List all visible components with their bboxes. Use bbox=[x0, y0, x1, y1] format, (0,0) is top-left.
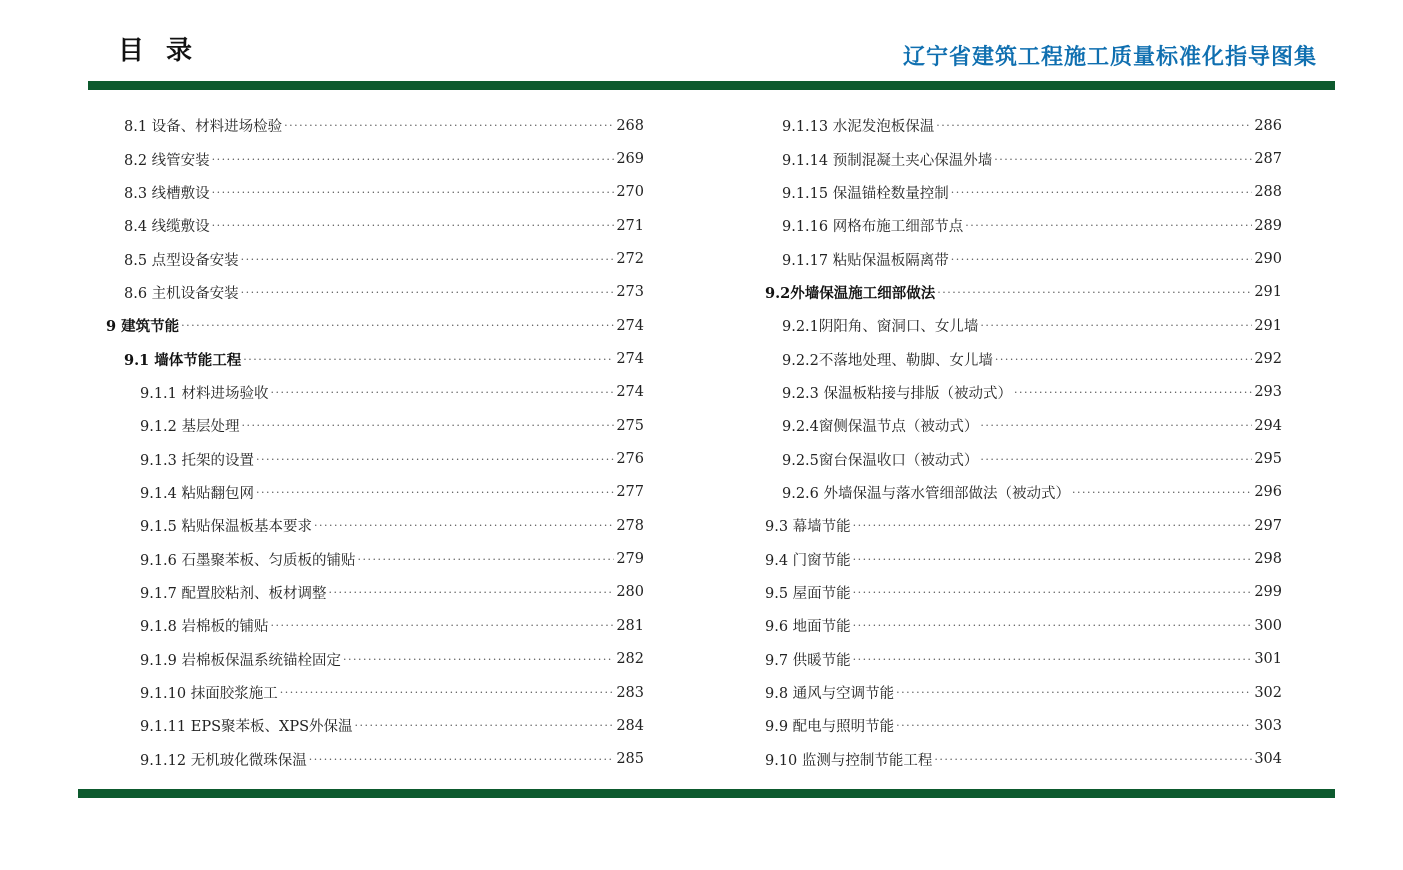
dot-leader bbox=[934, 753, 1252, 766]
toc-entry[interactable] bbox=[88, 542, 644, 575]
toc-entry-title: 9.1.5 粘贴保温板基本要求 bbox=[140, 519, 313, 536]
dot-leader bbox=[256, 486, 614, 499]
dot-leader bbox=[329, 586, 615, 599]
toc-entry-page-number: 268 bbox=[616, 117, 644, 134]
toc-entry-title: 8.4 线缆敷设 bbox=[124, 219, 210, 236]
toc-entry[interactable] bbox=[88, 509, 644, 542]
toc-entry-title: 9.5 屋面节能 bbox=[765, 585, 851, 602]
toc-entry[interactable] bbox=[88, 576, 644, 609]
dot-leader bbox=[853, 553, 1253, 566]
dot-leader bbox=[995, 353, 1252, 366]
dot-leader bbox=[853, 519, 1253, 532]
toc-entry[interactable] bbox=[88, 709, 644, 742]
dot-leader bbox=[980, 453, 1252, 466]
toc-entry[interactable] bbox=[88, 342, 644, 375]
toc-entry-title: 9.1.12 无机玻化微珠保温 bbox=[140, 752, 307, 769]
toc-entry-page-number: 272 bbox=[616, 251, 644, 268]
toc-entry[interactable] bbox=[748, 542, 1282, 575]
toc-entry[interactable] bbox=[88, 376, 644, 409]
toc-entry-page-number: 293 bbox=[1254, 384, 1282, 401]
toc-entry-title: 8.3 线槽敷设 bbox=[124, 185, 210, 202]
toc-entry-title: 9.2.2不落地处理、勒脚、女儿墙 bbox=[782, 352, 993, 369]
toc-entry-title: 9.6 地面节能 bbox=[765, 619, 851, 636]
toc-entry-page-number: 291 bbox=[1254, 317, 1282, 334]
dot-leader bbox=[358, 553, 615, 566]
toc-entry-page-number: 302 bbox=[1254, 684, 1282, 701]
toc-entry-title: 9.1.8 岩棉板的铺贴 bbox=[140, 619, 269, 636]
header-rule bbox=[88, 81, 1335, 90]
toc-entry-page-number: 287 bbox=[1254, 151, 1282, 168]
toc-entry[interactable] bbox=[88, 743, 644, 776]
toc-entry-page-number: 294 bbox=[1254, 417, 1282, 434]
toc-entry-page-number: 273 bbox=[616, 284, 644, 301]
toc-entry-title: 9.1.11 EPS聚苯板、XPS外保温 bbox=[140, 719, 353, 736]
toc-entry[interactable] bbox=[748, 609, 1282, 642]
toc-entry-title: 8.2 线管安装 bbox=[124, 152, 210, 169]
toc-entry[interactable] bbox=[748, 342, 1282, 375]
dot-leader bbox=[181, 319, 614, 332]
toc-entry-title: 8.1 设备、材料进场检验 bbox=[124, 119, 283, 136]
toc-entry[interactable] bbox=[748, 376, 1282, 409]
toc-entry-title: 9.1.4 粘贴翻包网 bbox=[140, 485, 255, 502]
dot-leader bbox=[212, 186, 615, 199]
toc-entry[interactable] bbox=[88, 142, 644, 175]
toc-entry-page-number: 300 bbox=[1254, 617, 1282, 634]
toc-entry[interactable] bbox=[748, 276, 1282, 309]
dot-leader bbox=[243, 353, 614, 366]
toc-entry-title: 9.3 幕墙节能 bbox=[765, 519, 851, 536]
toc-entry[interactable] bbox=[88, 109, 644, 142]
toc-entry[interactable] bbox=[748, 676, 1282, 709]
toc-entry[interactable] bbox=[88, 209, 644, 242]
toc-entry-page-number: 291 bbox=[1254, 284, 1282, 301]
dot-leader bbox=[937, 286, 1252, 299]
toc-entry[interactable] bbox=[748, 209, 1282, 242]
toc-entry-title: 9.1.15 保温锚栓数量控制 bbox=[782, 185, 949, 202]
dot-leader bbox=[965, 219, 1252, 232]
toc-entry[interactable] bbox=[748, 709, 1282, 742]
toc-entry-title: 9.2.5窗台保温收口（被动式） bbox=[782, 452, 979, 469]
toc-entry[interactable] bbox=[748, 109, 1282, 142]
toc-entry-title: 9.8 通风与空调节能 bbox=[765, 686, 895, 703]
toc-entry-title: 9.4 门窗节能 bbox=[765, 552, 851, 569]
toc-entry[interactable] bbox=[748, 442, 1282, 475]
toc-entry-page-number: 271 bbox=[616, 217, 644, 234]
dot-leader bbox=[241, 286, 615, 299]
toc-entry-page-number: 275 bbox=[616, 417, 644, 434]
toc-entry[interactable] bbox=[88, 676, 644, 709]
toc-entry-page-number: 274 bbox=[616, 317, 644, 334]
toc-entry[interactable] bbox=[748, 643, 1282, 676]
toc-entry[interactable] bbox=[88, 643, 644, 676]
toc-entry-title: 9.1.17 粘贴保温板隔离带 bbox=[782, 252, 949, 269]
dot-leader bbox=[994, 153, 1252, 166]
toc-entry-page-number: 299 bbox=[1254, 584, 1282, 601]
toc-entry[interactable] bbox=[748, 476, 1282, 509]
toc-entry-title: 9 建筑节能 bbox=[106, 318, 180, 336]
toc-entry-page-number: 278 bbox=[616, 517, 644, 534]
dot-leader bbox=[951, 186, 1253, 199]
toc-entry-page-number: 274 bbox=[616, 384, 644, 401]
toc-entry-title: 9.1.14 预制混凝土夹心保温外墙 bbox=[782, 152, 993, 169]
toc-entry-title: 9.1.16 网格布施工细部节点 bbox=[782, 219, 964, 236]
toc-entry[interactable] bbox=[88, 176, 644, 209]
dot-leader bbox=[271, 386, 615, 399]
toc-entry[interactable] bbox=[88, 242, 644, 275]
toc-entry-title: 9.1.13 水泥发泡板保温 bbox=[782, 119, 935, 136]
dot-leader bbox=[1014, 386, 1252, 399]
book-title: 辽宁省建筑工程施工质量标准化指导图集 bbox=[902, 45, 1317, 70]
toc-entry[interactable] bbox=[748, 309, 1282, 342]
dot-leader bbox=[896, 686, 1252, 699]
toc-left-column bbox=[88, 109, 644, 776]
toc-entry-page-number: 283 bbox=[616, 684, 644, 701]
toc-entry-title: 9.1 墙体节能工程 bbox=[124, 351, 242, 369]
toc-entry-title: 9.2.6 外墙保温与落水管细部做法（被动式） bbox=[782, 485, 1071, 502]
toc-entry-page-number: 280 bbox=[616, 584, 644, 601]
toc-entry-page-number: 292 bbox=[1254, 351, 1282, 368]
dot-leader bbox=[1072, 486, 1252, 499]
toc-entry-title: 8.5 点型设备安装 bbox=[124, 252, 239, 269]
toc-entry[interactable] bbox=[748, 743, 1282, 776]
toc-entry-title: 9.1.7 配置胶粘剂、板材调整 bbox=[140, 585, 327, 602]
toc-entry-title: 9.9 配电与照明节能 bbox=[765, 719, 895, 736]
toc-entry-page-number: 285 bbox=[616, 751, 644, 768]
toc-entry-title: 9.2.4窗侧保温节点（被动式） bbox=[782, 419, 979, 436]
dot-leader bbox=[896, 719, 1252, 732]
dot-leader bbox=[271, 619, 615, 632]
toc-entry-page-number: 277 bbox=[616, 484, 644, 501]
toc-entry[interactable] bbox=[88, 476, 644, 509]
toc-entry-page-number: 286 bbox=[1254, 117, 1282, 134]
dot-leader bbox=[980, 319, 1252, 332]
toc-entry-page-number: 288 bbox=[1254, 184, 1282, 201]
toc-entry-page-number: 282 bbox=[616, 651, 644, 668]
dot-leader bbox=[343, 653, 614, 666]
dot-leader bbox=[980, 419, 1252, 432]
dot-leader bbox=[355, 719, 615, 732]
toc-right-column bbox=[748, 109, 1282, 776]
toc-entry-page-number: 303 bbox=[1254, 717, 1282, 734]
toc-entry-title: 9.7 供暖节能 bbox=[765, 652, 851, 669]
toc-entry-title: 9.1.2 基层处理 bbox=[140, 419, 240, 436]
toc-entry-page-number: 296 bbox=[1254, 484, 1282, 501]
dot-leader bbox=[314, 519, 614, 532]
toc-entry-page-number: 274 bbox=[616, 351, 644, 368]
toc-entry-page-number: 297 bbox=[1254, 517, 1282, 534]
dot-leader bbox=[853, 653, 1253, 666]
dot-leader bbox=[241, 253, 615, 266]
toc-entry-page-number: 304 bbox=[1254, 751, 1282, 768]
toc-entry-page-number: 301 bbox=[1254, 651, 1282, 668]
toc-entry-title: 9.1.9 岩棉板保温系统锚栓固定 bbox=[140, 652, 342, 669]
dot-leader bbox=[256, 453, 614, 466]
dot-leader bbox=[853, 586, 1253, 599]
toc-entry[interactable] bbox=[88, 409, 644, 442]
toc-entry[interactable] bbox=[748, 142, 1282, 175]
toc-entry[interactable] bbox=[748, 176, 1282, 209]
dot-leader bbox=[309, 753, 615, 766]
toc-entry-title: 9.1.10 抹面胶浆施工 bbox=[140, 686, 278, 703]
toc-entry-page-number: 284 bbox=[616, 717, 644, 734]
toc-entry[interactable] bbox=[88, 609, 644, 642]
dot-leader bbox=[936, 119, 1252, 132]
dot-leader bbox=[242, 419, 615, 432]
toc-entry[interactable] bbox=[748, 509, 1282, 542]
toc-entry-page-number: 270 bbox=[616, 184, 644, 201]
footer-rule bbox=[78, 789, 1335, 798]
toc-entry-title: 9.1.1 材料进场验收 bbox=[140, 385, 269, 402]
toc-entry-title: 9.2.1阴阳角、窗洞口、女儿墙 bbox=[782, 319, 979, 336]
toc-entry[interactable] bbox=[88, 309, 644, 342]
toc-entry[interactable] bbox=[748, 409, 1282, 442]
dot-leader bbox=[853, 619, 1253, 632]
toc-entry[interactable] bbox=[88, 276, 644, 309]
toc-entry-title: 9.2外墙保温施工细部做法 bbox=[765, 284, 936, 302]
toc-entry-page-number: 290 bbox=[1254, 251, 1282, 268]
toc-entry-page-number: 289 bbox=[1254, 217, 1282, 234]
toc-entry-title: 9.10 监测与控制节能工程 bbox=[765, 752, 933, 769]
toc-entry-title: 9.1.3 托架的设置 bbox=[140, 452, 255, 469]
toc-entry[interactable] bbox=[88, 442, 644, 475]
toc-entry[interactable] bbox=[748, 242, 1282, 275]
toc-entry-page-number: 279 bbox=[616, 551, 644, 568]
toc-entry-page-number: 295 bbox=[1254, 451, 1282, 468]
dot-leader bbox=[284, 119, 614, 132]
toc-entry-page-number: 281 bbox=[616, 617, 644, 634]
dot-leader bbox=[951, 253, 1253, 266]
dot-leader bbox=[280, 686, 615, 699]
dot-leader bbox=[212, 153, 615, 166]
toc-entry-page-number: 298 bbox=[1254, 551, 1282, 568]
toc-entry[interactable] bbox=[748, 576, 1282, 609]
toc-entry-title: 9.1.6 石墨聚苯板、匀质板的铺贴 bbox=[140, 552, 356, 569]
toc-entry-page-number: 269 bbox=[616, 151, 644, 168]
page-title: 目录 bbox=[118, 36, 215, 66]
toc-entry-page-number: 276 bbox=[616, 451, 644, 468]
toc-entry-title: 8.6 主机设备安装 bbox=[124, 285, 239, 302]
toc-entry-title: 9.2.3 保温板粘接与排版（被动式） bbox=[782, 385, 1013, 402]
dot-leader bbox=[212, 219, 615, 232]
